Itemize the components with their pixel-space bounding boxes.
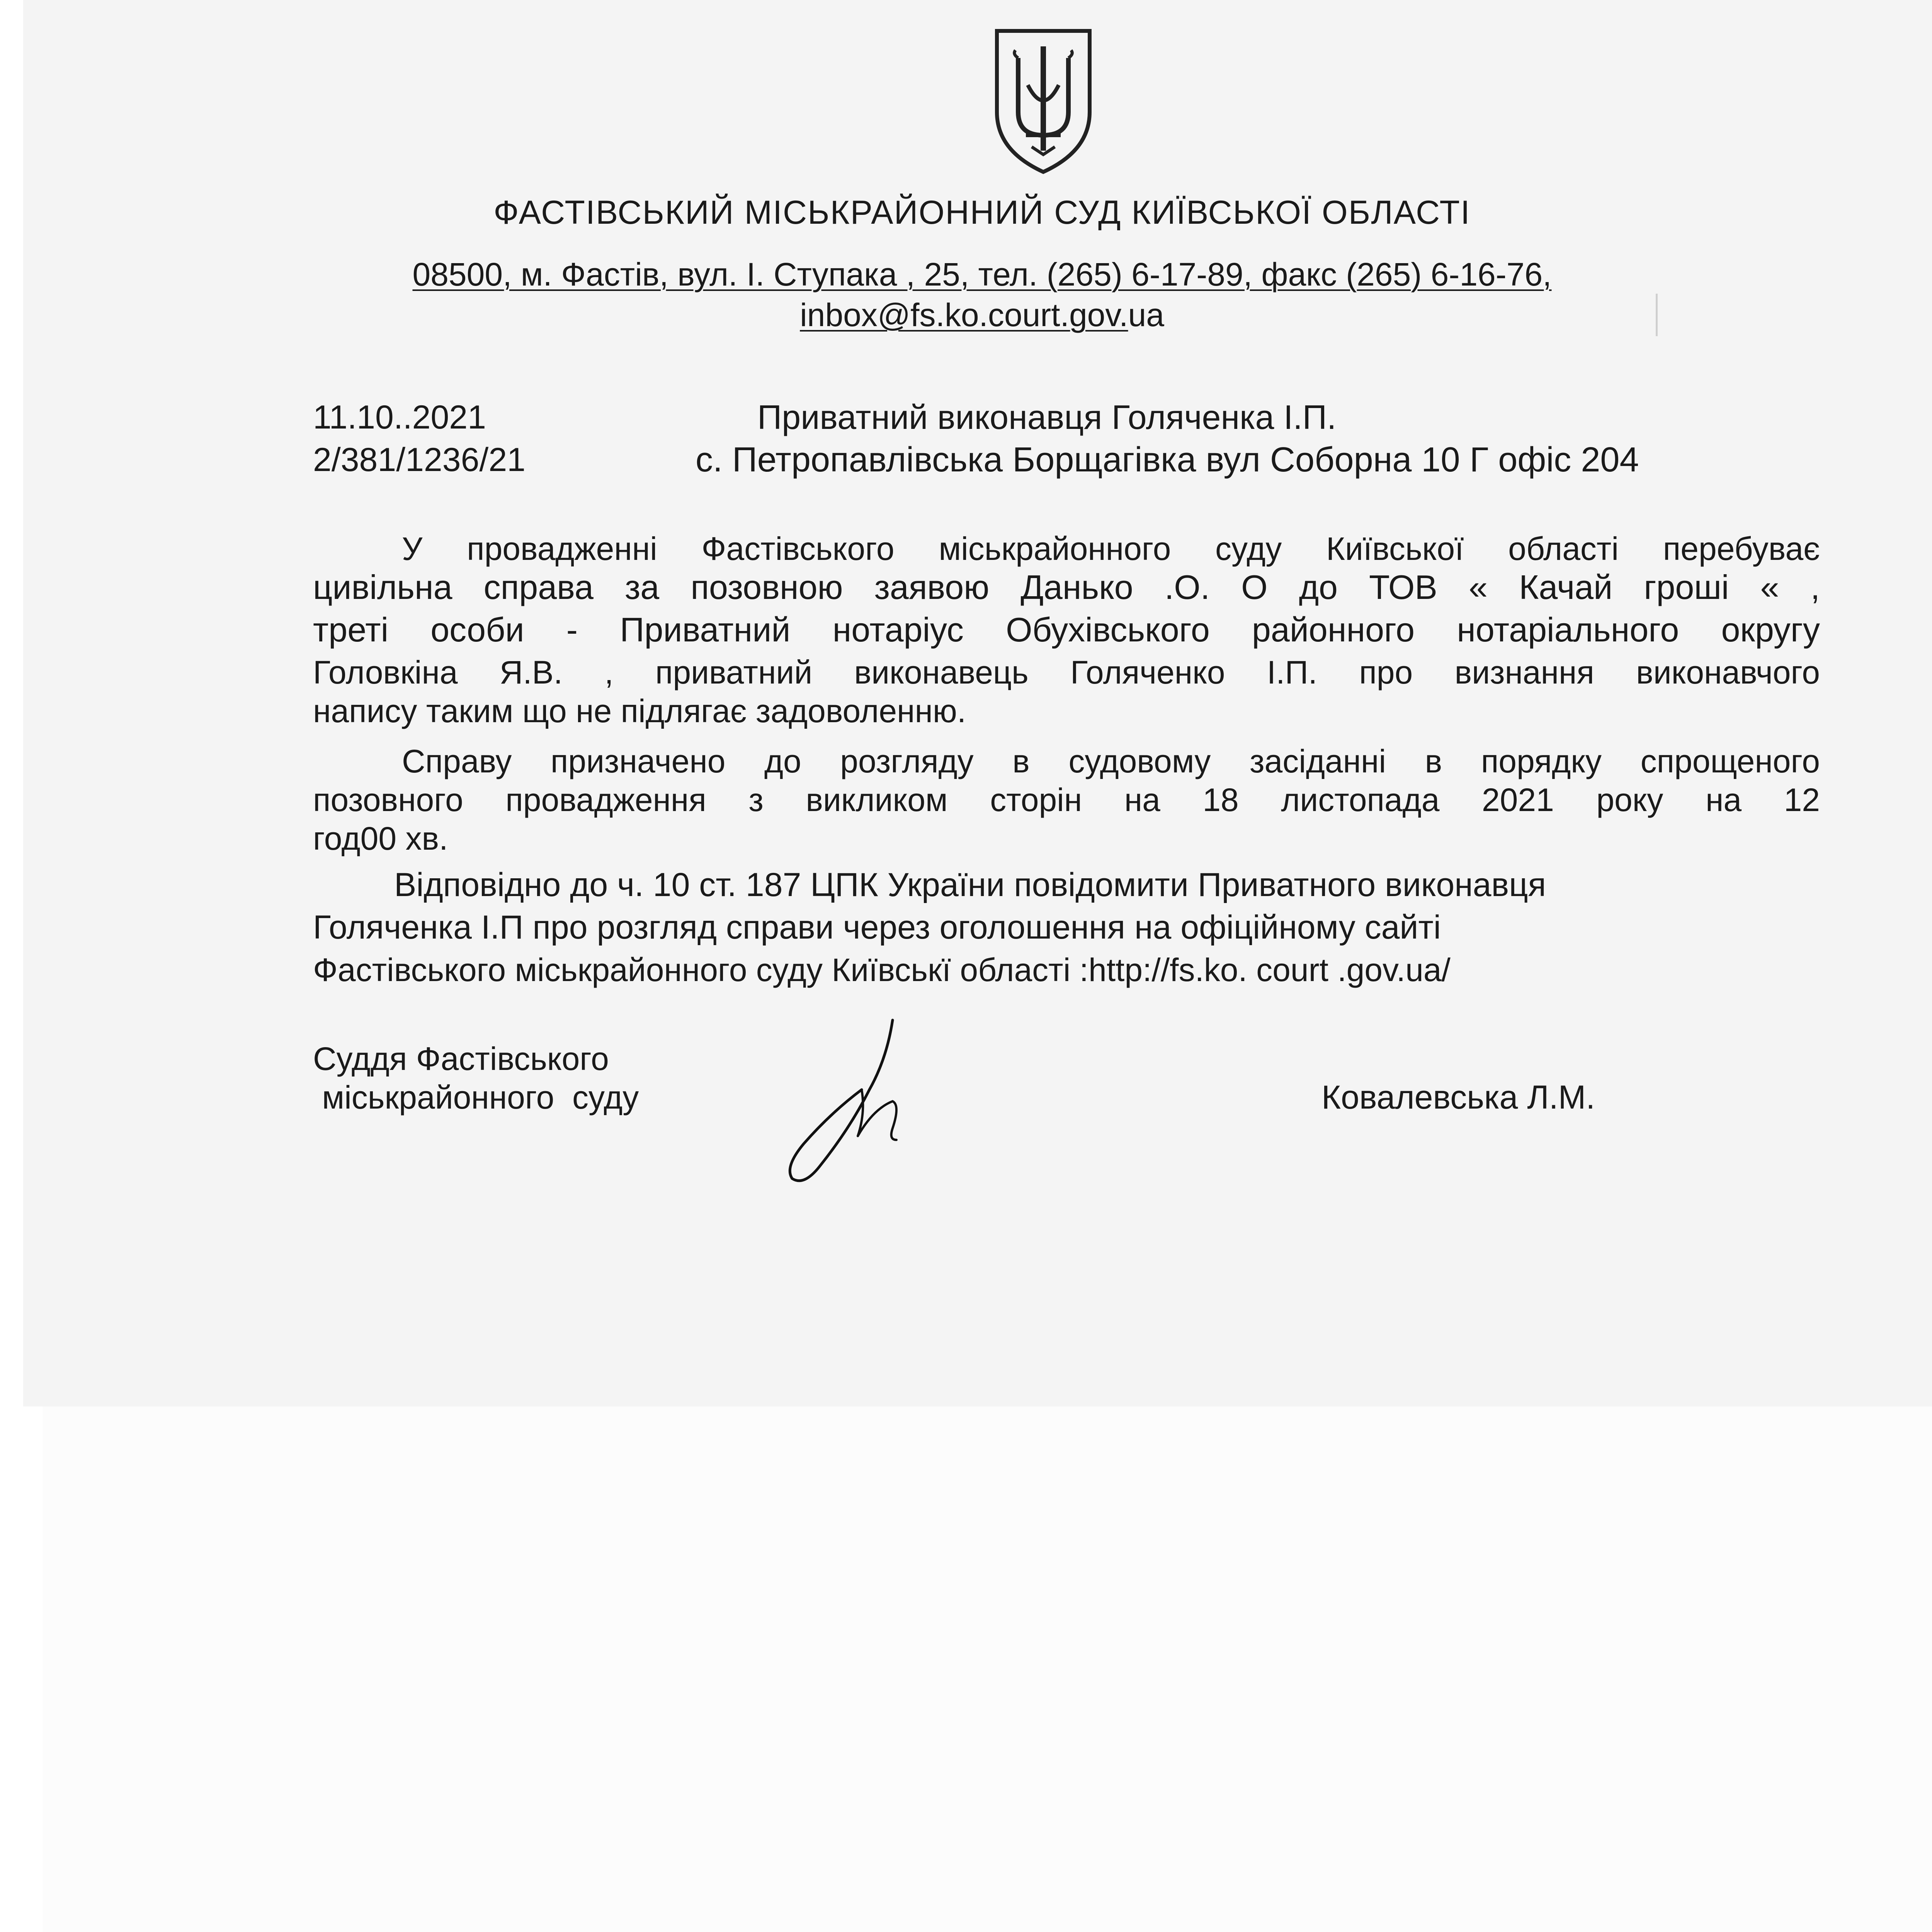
handwritten-signature-icon <box>773 1012 935 1190</box>
court-address: 08500, м. Фастів, вул. І. Ступака , 25, тел. (265) 6-17-89, факс (265) 6-16-76, <box>412 256 1552 293</box>
blank-page-area <box>43 1406 1932 1932</box>
body-line: Головкіна Я.В. , приватний виконавець Голяченко І.П. про визнання виконавчого <box>313 654 1820 690</box>
body-line: треті особи - Приватний нотаріус Обухівського районного нотаріального округу <box>313 611 1820 649</box>
body-line: Справу призначено до розгляду в судовому засіданні в порядку спрощеного <box>402 743 1820 779</box>
court-email-tail: ua <box>1128 297 1164 333</box>
recipient-address: с. Петропавлівська Борщагівка вул Соборна 10 Г офіс 204 <box>696 440 1639 479</box>
recipient-name: Приватний виконавця Голяченка І.П. <box>757 398 1337 436</box>
body-line: цивільна справа за позовною заявою Данько .О. О до ТОВ « Качай гроші « , <box>313 568 1820 606</box>
court-email <box>0 296 1932 334</box>
court-email-link[interactable]: inbox@fs.ko.court.gov. <box>800 297 1128 333</box>
body-line: позовного провадження з викликом сторін на 18 листопада 2021 року на 12 <box>313 782 1820 818</box>
document-date: 11.10..2021 <box>313 399 486 436</box>
body-line: Відповідно до ч. 10 ст. 187 ЦПК України повідомити Приватного виконавця <box>394 866 1546 903</box>
body-line: год00 хв. <box>313 820 448 857</box>
body-line: напису таким що не підлягає задоволенню. <box>313 693 966 729</box>
judge-title-line2: міськрайонного суду <box>313 1079 639 1116</box>
body-line: Фастівського міськрайонного суду Київськї області :http://fs.ko. court .gov.ua/ <box>313 952 1451 988</box>
case-number: 2/381/1236/21 <box>313 441 526 478</box>
body-line: Голяченка І.П про розгляд справи через оголошення на офіційному сайті <box>313 909 1441 946</box>
judge-title-line1: Суддя Фастівського <box>313 1041 609 1077</box>
judge-name: Ковалевська Л.М. <box>1321 1079 1595 1116</box>
trident-coat-of-arms-icon <box>985 23 1101 178</box>
scan-mark <box>1656 294 1658 336</box>
court-name: ФАСТІВСЬКИЙ МІСЬКРАЙОННИЙ СУД КИЇВСЬКОЇ ОБЛАСТІ <box>493 194 1471 231</box>
body-line: У провадженні Фастівського міськрайонного суду Київської області перебуває <box>402 531 1820 567</box>
